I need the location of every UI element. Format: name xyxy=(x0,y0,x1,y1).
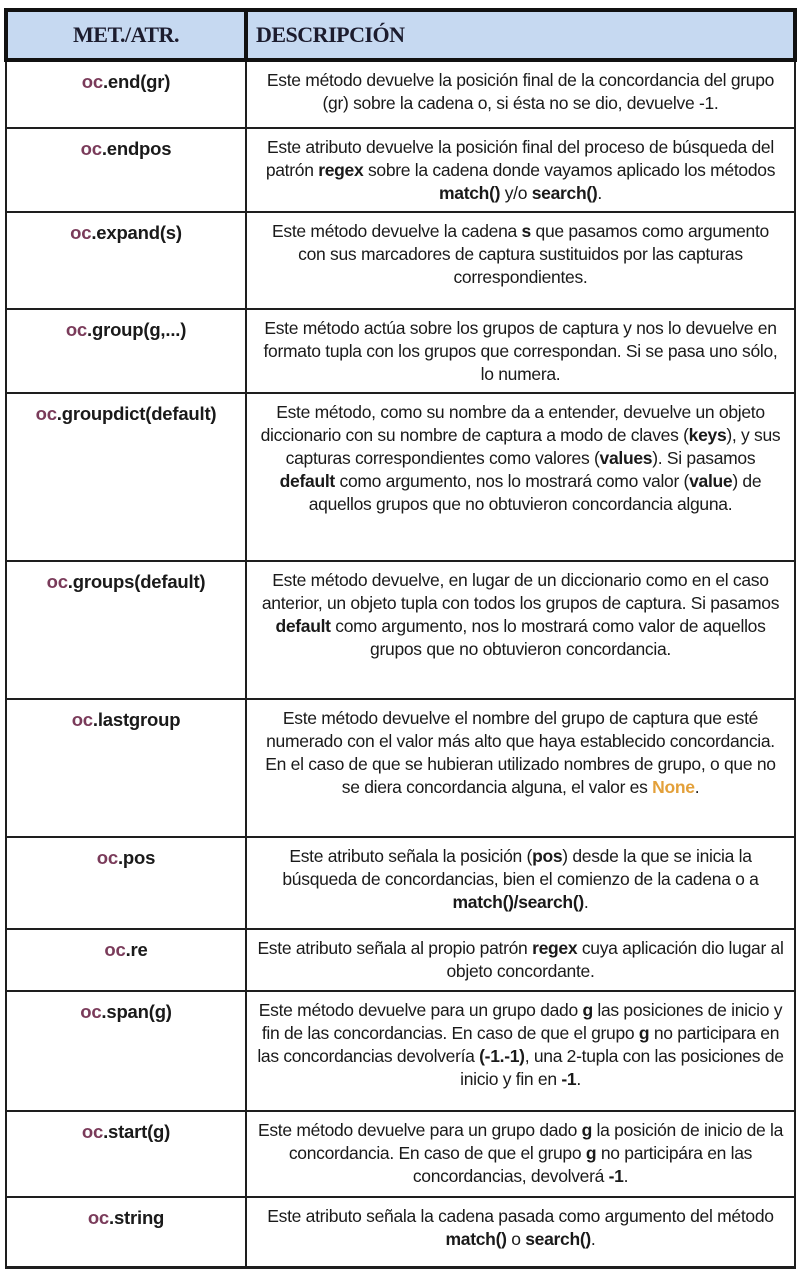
method-name-cell xyxy=(6,393,246,561)
object-prefix: oc xyxy=(80,138,102,159)
description-cell xyxy=(246,837,795,929)
keyword-bold: match() xyxy=(439,183,501,203)
method-name: .groupdict(default) xyxy=(56,403,217,424)
keyword-bold: search() xyxy=(531,183,598,203)
description-text: ), y sus capturas correspondientes como valores ( xyxy=(285,425,781,468)
table-row xyxy=(6,309,795,393)
object-prefix: oc xyxy=(80,1001,102,1022)
description-text: ) de aquellos grupos que no obtuvieron concordancia alguna. xyxy=(308,471,762,514)
description-cell xyxy=(246,1197,795,1267)
method-name: .expand(s) xyxy=(91,222,182,243)
method-name-cell xyxy=(6,309,246,393)
method-name-cell xyxy=(6,212,246,309)
table-row xyxy=(6,212,795,309)
description-text: . xyxy=(583,892,589,912)
method-name: .end(gr) xyxy=(102,71,171,92)
method-name-cell xyxy=(6,60,246,128)
description-text: o xyxy=(506,1229,526,1249)
description-text: Este atributo devuelve la posición final del proceso de búsqueda del patrón xyxy=(265,137,774,180)
description-text: Este método actúa sobre los grupos de captura y nos lo devuelve en formato tupla con los grupos que correspondan. Si se pasa uno sólo, lo numera. xyxy=(263,318,778,384)
description-cell xyxy=(246,561,795,699)
keyword-bold: g xyxy=(581,1120,592,1140)
description-text: Este atributo señala la posición ( xyxy=(289,846,533,866)
keyword-none: None xyxy=(652,777,695,797)
description-text: las posiciones de inicio y fin de las concordancias. En caso de que el grupo xyxy=(261,1000,783,1043)
description-text: cuya aplicación dio lugar al objeto concordante. xyxy=(446,938,784,981)
description-text: sobre la cadena donde vayamos aplicado los métodos xyxy=(363,160,776,180)
description-text: . xyxy=(590,1229,596,1249)
description-text: Este atributo señala la cadena pasada como argumento del método xyxy=(267,1206,774,1226)
method-name: .endpos xyxy=(101,138,172,159)
method-name: .lastgroup xyxy=(92,709,181,730)
table-row xyxy=(6,991,795,1111)
keyword-bold: default xyxy=(275,616,331,636)
method-name-cell xyxy=(6,561,246,699)
object-prefix: oc xyxy=(70,222,92,243)
description-cell xyxy=(246,393,795,561)
method-name: .span(g) xyxy=(101,1001,172,1022)
object-prefix: oc xyxy=(65,319,88,340)
method-name: .start(g) xyxy=(103,1121,171,1142)
table-row xyxy=(6,128,795,212)
description-text: la posición de inicio de la concordancia. En caso de que el grupo xyxy=(288,1120,784,1163)
description-cell xyxy=(246,128,795,212)
object-prefix: oc xyxy=(71,709,93,730)
keyword-bold: regex xyxy=(318,160,364,180)
description-cell xyxy=(246,60,795,128)
object-prefix: oc xyxy=(87,1207,110,1228)
description-cell xyxy=(246,309,795,393)
description-text: sobre la cadena o, si ésta no se dio, devuelve -1. xyxy=(348,93,719,113)
description-text: . xyxy=(597,183,602,203)
description-text: que pasamos como argumento con sus marcadores de captura sustituidos por las capturas correspondientes. xyxy=(298,221,769,287)
method-name-cell xyxy=(6,128,246,212)
table-row xyxy=(6,929,795,991)
column-header-description: DESCRIPCIÓN xyxy=(246,10,795,60)
table-row xyxy=(6,60,795,128)
description-text: . xyxy=(694,777,700,797)
description-cell xyxy=(246,1111,795,1197)
keyword-bold: -1 xyxy=(561,1069,577,1089)
column-header-method: MET./ATR. xyxy=(6,10,246,60)
description-text: Este método devuelve, en lugar de un diccionario como en el caso anterior, un objeto tupla con todos los grupos de captura. Si pasamos xyxy=(261,570,780,613)
description-text: (gr) xyxy=(322,93,349,113)
table-row xyxy=(6,1197,795,1267)
method-name-cell xyxy=(6,929,246,991)
description-text: como argumento, nos lo mostrará como valor de aquellos grupos que no obtuvieron concordancia. xyxy=(330,616,766,659)
keyword-bold: keys xyxy=(688,425,727,445)
table-body xyxy=(6,60,795,1267)
keyword-bold: g xyxy=(582,1000,593,1020)
description-cell xyxy=(246,929,795,991)
keyword-bold: g xyxy=(638,1023,650,1043)
description-text: , una 2-tupla con las posiciones de inicio y fin en xyxy=(460,1046,784,1089)
keyword-bold: pos xyxy=(532,846,563,866)
table-row xyxy=(6,561,795,699)
description-text: y/o xyxy=(500,183,532,203)
method-name-cell xyxy=(6,837,246,929)
method-name: .re xyxy=(125,939,148,960)
object-prefix: oc xyxy=(35,403,57,424)
method-name-cell xyxy=(6,991,246,1111)
description-text: . xyxy=(623,1166,629,1186)
object-prefix: oc xyxy=(104,939,126,960)
table-row xyxy=(6,393,795,561)
description-cell xyxy=(246,699,795,837)
description-text: Este método devuelve la cadena xyxy=(272,221,522,241)
description-text: Este método, como su nombre da a entender, devuelve un objeto diccionario con su nombre de captura a modo de claves ( xyxy=(260,402,765,445)
description-cell xyxy=(246,991,795,1111)
description-text: . xyxy=(576,1069,581,1089)
keyword-bold: -1 xyxy=(608,1166,624,1186)
keyword-bold: value xyxy=(689,471,733,491)
keyword-bold: match()/search() xyxy=(452,892,584,912)
description-text: ). Si pasamos xyxy=(652,448,756,468)
keyword-bold: default xyxy=(279,471,335,491)
object-prefix: oc xyxy=(81,1121,104,1142)
table-row xyxy=(6,1111,795,1197)
object-prefix: oc xyxy=(46,571,68,592)
description-text: Este método devuelve el nombre del grupo de captura que esté numerado con el valor más alto que haya establecido concordancia. En el caso de que se hubieran utilizado nombres de grupo, o que no se diera concordancia alguna, el valor es xyxy=(265,708,776,797)
table-row xyxy=(6,837,795,929)
description-cell xyxy=(246,212,795,309)
methods-attributes-table xyxy=(4,8,797,1269)
keyword-bold: (-1.-1) xyxy=(479,1046,525,1066)
method-name: .pos xyxy=(117,847,156,868)
method-name: .string xyxy=(109,1207,165,1228)
description-text: Este método devuelve para un grupo dado xyxy=(258,1000,583,1020)
keyword-bold: values xyxy=(599,448,653,468)
description-text: Este método devuelve la posición final de la concordancia del grupo xyxy=(266,70,775,90)
description-text: Este método devuelve para un grupo dado xyxy=(257,1120,582,1140)
object-prefix: oc xyxy=(96,847,118,868)
keyword-bold: search() xyxy=(525,1229,591,1249)
description-text: como argumento, nos lo mostrará como valor ( xyxy=(334,471,690,491)
description-text: no participara en las concordancias devolvería xyxy=(257,1023,780,1066)
method-name-cell xyxy=(6,699,246,837)
object-prefix: oc xyxy=(81,71,103,92)
keyword-bold: regex xyxy=(532,938,578,958)
description-text: ) desde la que se inicia la búsqueda de concordancias, bien el comienzo de la cadena o a xyxy=(282,846,759,889)
method-name: .group(g,...) xyxy=(87,319,187,340)
table-header-row xyxy=(6,10,795,60)
description-text: Este atributo señala al propio patrón xyxy=(257,938,533,958)
description-text: no participára en las concordancias, devolverá xyxy=(412,1143,753,1186)
keyword-bold: g xyxy=(585,1143,597,1163)
method-name-cell xyxy=(6,1111,246,1197)
method-name-cell xyxy=(6,1197,246,1267)
keyword-bold: s xyxy=(521,221,531,241)
table-row xyxy=(6,699,795,837)
keyword-bold: match() xyxy=(445,1229,507,1249)
method-name: .groups(default) xyxy=(67,571,206,592)
